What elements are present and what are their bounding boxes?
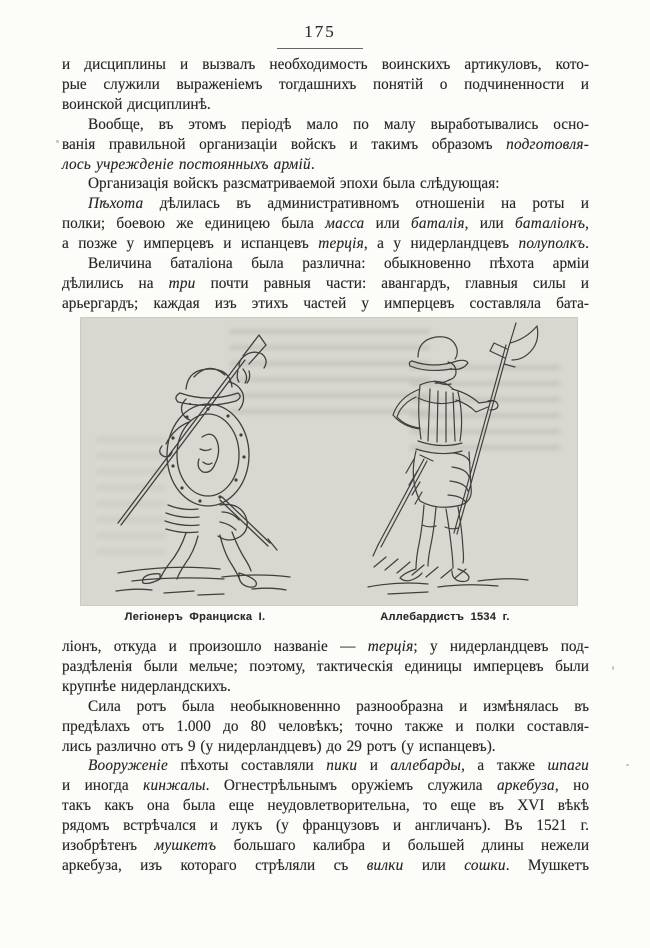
text-line: лось учрежденіе постоянныхъ армій.	[62, 155, 315, 173]
text-line: арьергардъ; каждая изъ этихъ частей у имперцевъ составляла бата-	[62, 294, 589, 312]
text-line: а позже у имперцевъ и испанцевъ терція, а у нидерландцевъ полуполкъ.	[62, 235, 589, 253]
text-block-lower	[62, 637, 589, 876]
text-line: рые служили выраженіемъ тогдашнихъ понятій о подчиненности и	[62, 75, 589, 93]
text-line: рядомъ встрѣчался и лукъ (у французовъ и англичанъ). Въ 1521 г.	[62, 817, 589, 835]
text-line: раздѣленія были мельче; поэтому, тактическія единицы имперцевъ были	[62, 657, 589, 675]
text-line: Величина баталіона была различна: обыкновенно пѣхота арміи	[88, 255, 589, 273]
text-line: ліонъ, откуда и произошло названіе — терція; у нидерландцевъ под-	[62, 638, 589, 655]
caption-legionnaire: Легіонеръ Франциска I.	[124, 611, 266, 623]
text-line: Вооруженіе пѣхоты составляли пики и аллебарды, а также шпаги	[88, 757, 589, 775]
text-line: Организація войскъ разсматриваемой эпохи была слѣдующая:	[88, 175, 500, 193]
text-line: Пѣхота дѣлилась въ административномъ отношеніи на роты и	[88, 195, 589, 213]
text-line: лись различно отъ 9 (у нидерландцевъ) до 29 ротъ (у испанцевъ).	[62, 737, 496, 755]
text-line: и иногда кинжалы. Огнестрѣльнымъ оружіемъ служила аркебуза, но	[62, 777, 589, 795]
text-line: аркебуза, изъ котораго стрѣляли съ вилки или сошки. Мушкетъ	[62, 856, 589, 874]
scan-speck	[626, 764, 629, 766]
text-line: воинской дисциплинѣ.	[62, 95, 211, 113]
scan-speck	[612, 666, 614, 670]
legionnaire-illustration	[102, 325, 317, 597]
text-line: такъ какъ она была еще неудовлетворительна, то еще въ XVI вѣкѣ	[62, 797, 589, 815]
figure-plate	[80, 317, 578, 606]
text-line: Вообще, въ этомъ періодѣ мало по малу выработывались осно-	[88, 115, 589, 133]
text-line: предѣлахъ отъ 1.000 до 80 человѣкъ; точно также и полки составля-	[62, 717, 589, 735]
text-line: ванія правильной организаціи войскъ и такимъ образомъ подготовля-	[62, 135, 589, 153]
text-line: Сила ротъ была необыкновеннно разнообразна и измѣнялась въ	[88, 697, 589, 715]
page-number-rule	[277, 48, 363, 49]
text-line: крупнѣе нидерландскихъ.	[62, 677, 231, 695]
page-number: 175	[304, 22, 336, 41]
text-line: дѣлились на три почти равныя части: авангардъ, главныя силы и	[62, 274, 589, 292]
caption-halberdier: Аллебардистъ 1534 г.	[380, 611, 510, 623]
halberdier-illustration	[358, 319, 568, 597]
text-line: и дисциплины и вызвалъ необходимость воинскихъ артикуловъ, кото-	[62, 56, 589, 73]
scan-speck	[56, 140, 59, 143]
text-line: полки; боевою же единицею была масса или баталія, или баталіонъ,	[62, 215, 589, 233]
text-block-upper	[62, 55, 589, 314]
text-line: изобрѣтенъ мушкетъ большаго калибра и большей длины нежели	[62, 837, 590, 855]
